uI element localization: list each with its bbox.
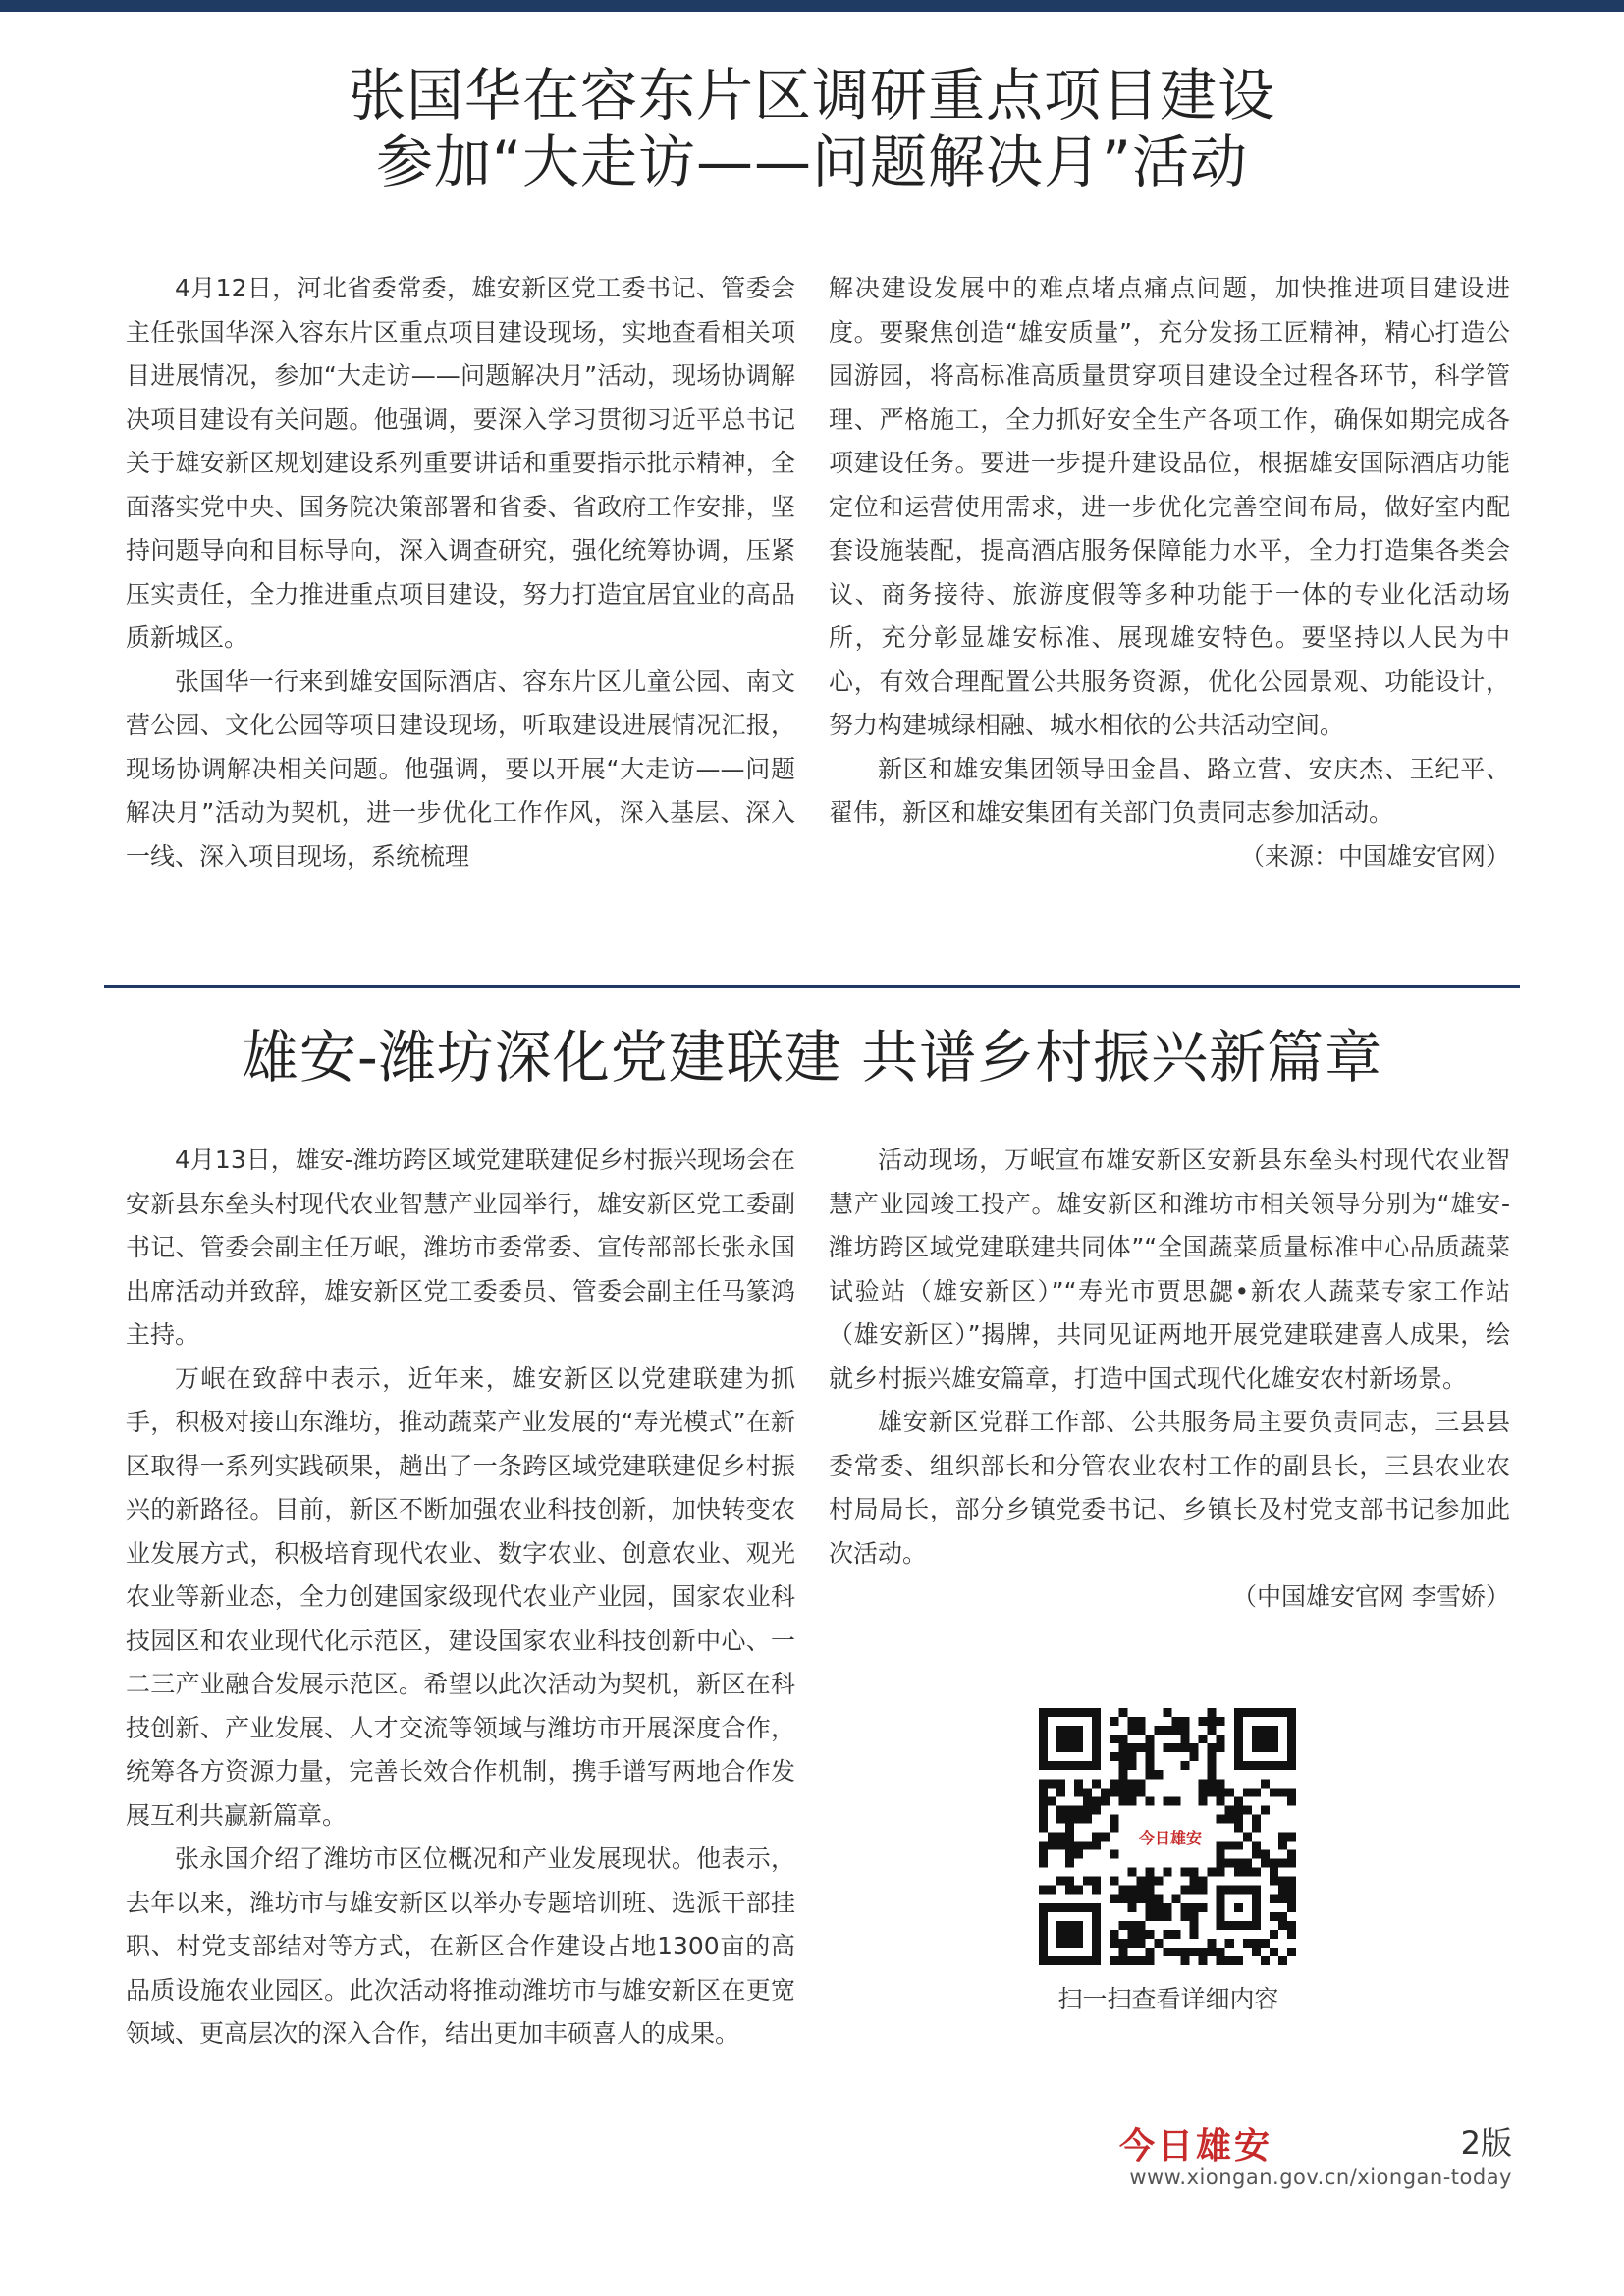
article2-left-column <box>126 1139 795 2056</box>
article2-paragraph <box>829 1401 1510 1620</box>
article1-paragraph <box>829 748 1510 880</box>
article2-paragraph-text: 雄安新区党群工作部、公共服务局主要负责同志，三县县委常委、组织部长和分管农业农村工作的副县长，三县农业农村局局长，部分乡镇党委书记、乡镇长及村党支部书记参加此次活动。 <box>829 1408 1510 1568</box>
brand-logo: 今日雄安 <box>1119 2125 1273 2166</box>
article2-paragraph: 4月13日，雄安-潍坊跨区域党建联建促乡村振兴现场会在安新县东垒头村现代农业智慧产业园举行，雄安新区党工委副书记、管委会副主任万岷，潍坊市委常委、宣传部部长张永国出席活动并致辞，雄安新区党工委委员、管委会副主任马篆鸿主持。 <box>126 1146 795 1349</box>
qr-code[interactable] <box>1039 1708 1296 1965</box>
article1-paragraph: 4月12日，河北省委常委，雄安新区党工委书记、管委会主任张国华深入容东片区重点项目建设现场，实地查看相关项目进展情况，参加“大走访——问题解决月”活动，现场协调解决项目建设有关问题。他强调，要深入学习贯彻习近平总书记关于雄安新区规划建设系列重要讲话和重要指示批示精神，全面落实党中央、国务院决策部署和省委、省政府工作安排，坚持问题导向和目标导向，深入调查研究，强化统筹协调，压紧压实责任，全力推进重点项目建设，努力打造宜居宜业的高品质新城区。 <box>126 274 795 652</box>
qr-caption: 扫一扫查看详细内容 <box>1057 1985 1279 2013</box>
article1-title-line1: 张国华在容东片区调研重点项目建设 <box>348 62 1275 129</box>
article1-left-column <box>126 267 795 879</box>
article2-paragraph: 张永国介绍了潍坊市区位概况和产业发展现状。他表示，去年以来，潍坊市与雄安新区以举办专题培训班、选派干部挂职、村党支部结对等方式，在新区合作建设占地1300亩的高品质设施农业园区。此次活动将推动潍坊市与雄安新区在更宽领域、更高层次的深入合作，结出更加丰硕喜人的成果。 <box>126 1844 795 2048</box>
top-accent-bar <box>0 0 1624 12</box>
page-number: 2版 <box>1460 2124 1512 2162</box>
article1-title-line2: 参加“大走访——问题解决月”活动 <box>375 129 1249 195</box>
article2-right-column <box>829 1139 1510 1620</box>
article2-paragraph: 活动现场，万岷宣布雄安新区安新县东垒头村现代农业智慧产业园竣工投产。雄安新区和潍坊市相关领导分别为“雄安-潍坊跨区域党建联建共同体”“全国蔬菜质量标准中心品质蔬菜试验站（雄安新区）”“寿光市贾思勰•新农人蔬菜专家工作站（雄安新区）”揭牌，共同见证两地开展党建联建喜人成果，绘就乡村振兴雄安篇章，打造中国式现代化雄安农村新场景。 <box>829 1146 1510 1393</box>
qr-logo: 今日雄安 <box>1131 1810 1210 1863</box>
article2-paragraph: 万岷在致辞中表示，近年来，雄安新区以党建联建为抓手，积极对接山东潍坊，推动蔬菜产业发展的“寿光模式”在新区取得一系列实践硕果，趟出了一条跨区域党建联建促乡村振兴的新路径。目前，新区不断加强农业科技创新，加快转变农业发展方式，积极培育现代农业、数字农业、创意农业、观光农业等新业态，全力创建国家级现代农业产业园，国家农业科技园区和农业现代化示范区，建设国家农业科技创新中心、一二三产业融合发展示范区。希望以此次活动为契机，新区在科技创新、产业发展、人才交流等领域与潍坊市开展深度合作，统筹各方资源力量，完善长效合作机制，携手谱写两地合作发展互利共赢新篇章。 <box>126 1363 795 1830</box>
section-divider <box>104 985 1520 988</box>
site-url[interactable]: www.xiongan.gov.cn/xiongan-today <box>1129 2165 1512 2189</box>
article2-source: （中国雄安官网 李雪娇） <box>1232 1582 1510 1611</box>
article2-title: 雄安-潍坊深化党建联建 共谱乡村振兴新篇章 <box>241 1024 1383 1091</box>
article1-paragraph-text: 新区和雄安集团领导田金昌、路立营、安庆杰、王纪平、翟伟，新区和雄安集团有关部门负责同志参加活动。 <box>829 754 1510 827</box>
article1-paragraph: 张国华一行来到雄安国际酒店、容东片区儿童公园、南文营公园、文化公园等项目建设现场，听取建设进展情况汇报，现场协调解决相关问题。他强调，要以开展“大走访——问题解决月”活动为契机，进一步优化工作作风，深入基层、深入一线、深入项目现场，系统梳理 <box>126 667 795 871</box>
article1-source: （来源：中国雄安官网） <box>1239 841 1510 871</box>
article1-paragraph: 解决建设发展中的难点堵点痛点问题，加快推进项目建设进度。要聚焦创造“雄安质量”，充分发扬工匠精神，精心打造公园游园，将高标准高质量贯穿项目建设全过程各环节，科学管理、严格施工，全力抓好安全生产各项工作，确保如期完成各项建设任务。要进一步提升建设品位，根据雄安国际酒店功能定位和运营使用需求，进一步优化完善空间布局，做好室内配套设施装配，提高酒店服务保障能力水平，全力打造集各类会议、商务接待、旅游度假等多种功能于一体的专业化活动场所，充分彰显雄安标准、展现雄安特色。要坚持以人民为中心，有效合理配置公共服务资源，优化公园景观、功能设计，努力构建城绿相融、城水相依的公共活动空间。 <box>829 274 1510 739</box>
article1-right-column <box>829 267 1510 879</box>
